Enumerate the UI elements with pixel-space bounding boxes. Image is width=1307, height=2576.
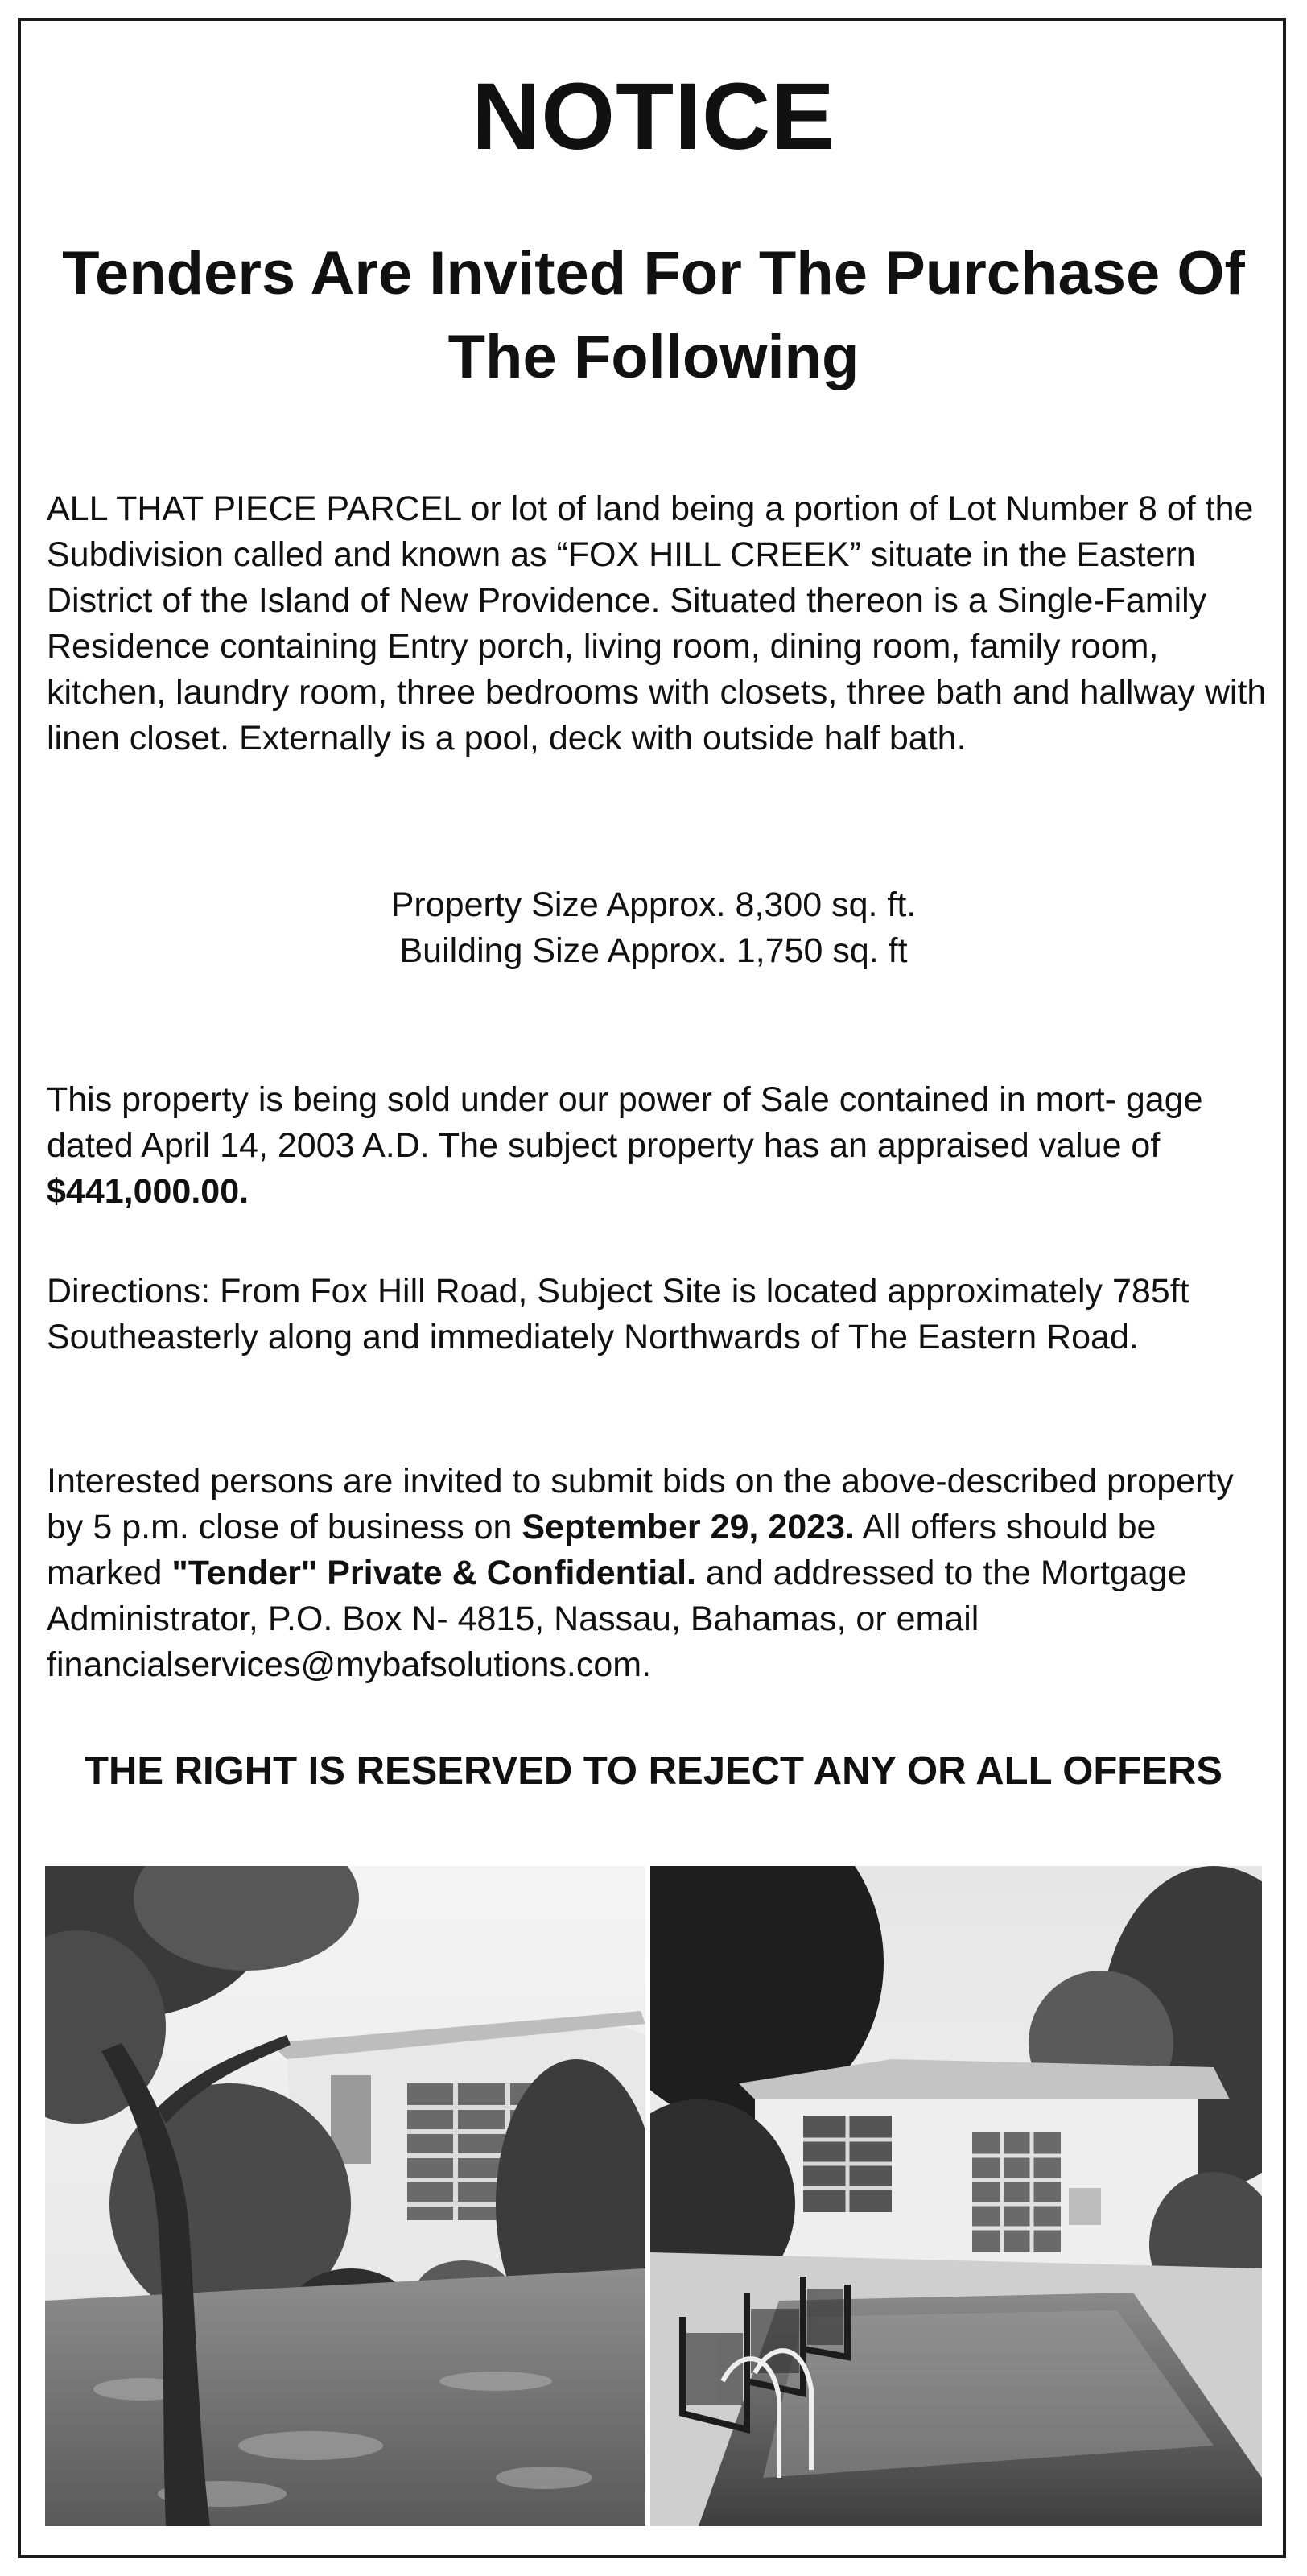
property-description: ALL THAT PIECE PARCEL or lot of land being a portion of Lot Number 8 of the Subdivision called and known as “FOX HILL CREEK” situate in the Eastern District of the Island of New Providence. Situated thereon is a Single-Family Residence containing Entry porch, living room, dining room, family room, kitchen, laundry room, three bedrooms with closets, three bath and hallway with linen closet. Externally is a pool, deck with outside half bath.	[47, 489, 1267, 758]
sale-text: This property is being sold under our power of Sale contained in mort- gage dated April 14, 2003 A.D. The subject property has an appraised value of	[47, 1080, 1203, 1165]
sale-paragraph	[47, 1077, 1270, 1215]
reservation-statement: THE RIGHT IS RESERVED TO REJECT ANY OR ALL OFFERS	[85, 1749, 1222, 1793]
bids-paragraph	[47, 1459, 1270, 1688]
property-size: Property Size Approx. 8,300 sq. ft.	[390, 886, 917, 924]
notice-title: NOTICE	[472, 64, 835, 170]
bids-text-3: and addressed to the Mortgage Administrator, P.O. Box N- 4815, Nassau, Bahamas, or email financialservices@mybafsolutions.com.	[47, 1554, 1187, 1684]
building-size: Building Size Approx. 1,750 sq. ft	[399, 931, 908, 970]
bid-deadline: September 29, 2023.	[522, 1508, 855, 1546]
notice-subtitle: Tenders Are Invited For The Purchase Of The Following	[62, 239, 1245, 391]
tender-marking: "Tender" Private & Confidential.	[171, 1554, 696, 1592]
house-pool-photo	[650, 1866, 1262, 2526]
directions-paragraph: Directions: From Fox Hill Road, Subject Site is located approximately 785ft Southeasterly along and immediately Northwards of The Eastern Road.	[47, 1272, 1189, 1356]
appraised-value: $441,000.00.	[47, 1172, 249, 1211]
bids-text-2: All offers should be marked	[47, 1508, 1157, 1592]
house-front-yard-photo	[45, 1866, 645, 2526]
bids-text-1: Interested persons are invited to submit bids on the above-described property by 5 p.m. close of business on	[47, 1462, 1234, 1546]
